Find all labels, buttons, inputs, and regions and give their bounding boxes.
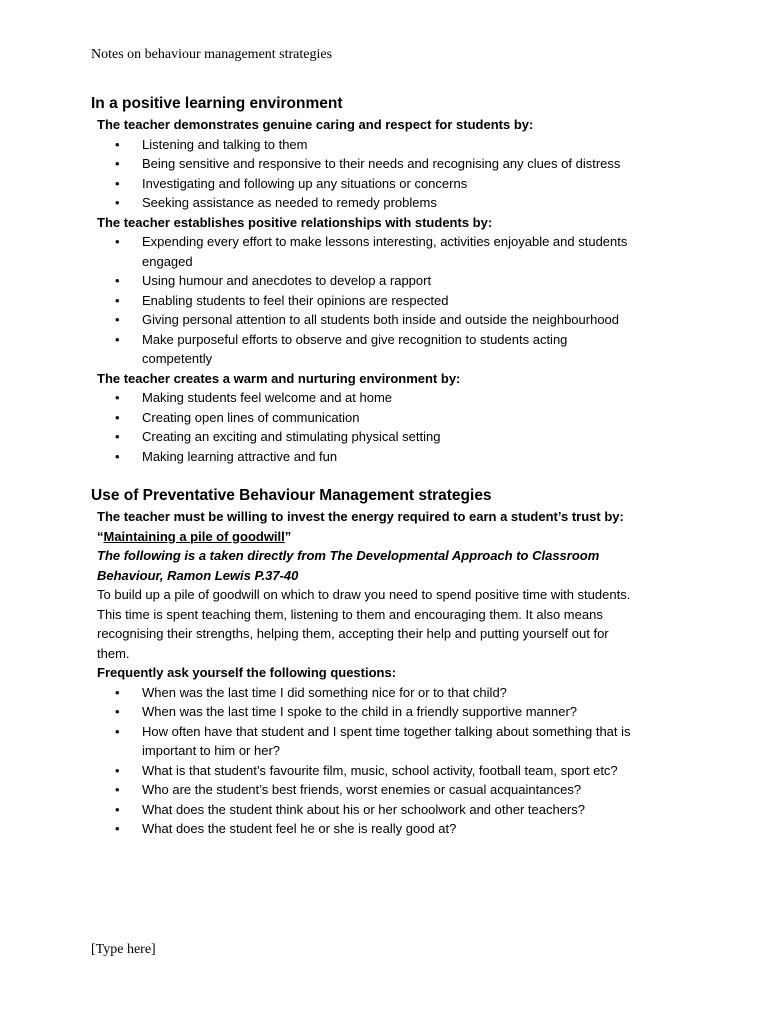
bullet-icon: • (115, 723, 120, 739)
quote-close: ” (284, 528, 292, 544)
bullet-icon: • (115, 234, 120, 249)
list-item (97, 154, 631, 174)
bullet-icon: • (115, 312, 120, 327)
group-lead: The teacher creates a warm and nurturing environment by: (97, 370, 461, 386)
bullet-icon: • (115, 448, 120, 464)
question-text: What is that student’s favourite film, music, school activity, football team, sport etc? (142, 762, 618, 778)
question-text: When was the last time I spoke to the child in a friendly supportive manner? (142, 704, 577, 719)
bullet-icon: • (115, 156, 120, 171)
list-item-text: Make purposeful efforts to observe and give recognition to students acting competently (142, 331, 568, 366)
list-item-text: Expending every effort to make lessons interesting, activities enjoyable and students engaged (142, 234, 628, 269)
question-item (97, 819, 631, 839)
list-item-text: Creating an exciting and stimulating physical setting (142, 429, 441, 444)
page-footer: [Type here] (91, 942, 156, 957)
list-item (97, 291, 631, 311)
bullet-icon: • (115, 195, 120, 210)
list-item (97, 330, 631, 369)
list-item (97, 310, 631, 330)
bullet-icon: • (115, 136, 120, 152)
question-item (97, 780, 631, 800)
question-text: Who are the student’s best friends, worst enemies or casual acquaintances? (142, 782, 582, 797)
question-text: What does the student feel he or she is really good at? (142, 821, 457, 836)
question-item (97, 761, 631, 781)
bullet-icon: • (115, 273, 120, 288)
group-lead: The teacher establishes positive relationships with students by: (97, 214, 493, 230)
list-item (97, 427, 631, 447)
bullet-icon: • (115, 782, 120, 797)
page-header: Notes on behaviour management strategies (91, 47, 333, 62)
list-item-text: Being sensitive and responsive to their needs and recognising any clues of distress (142, 156, 621, 171)
question-item (97, 702, 631, 722)
questions-lead: Frequently ask yourself the following questions: (97, 665, 397, 680)
section-heading: Use of Preventative Behaviour Management strategies (91, 487, 492, 504)
list-item-text: Listening and talking to them (142, 136, 308, 152)
bullet-icon: • (115, 331, 120, 347)
list-item-text: Seeking assistance as needed to remedy problems (142, 195, 437, 210)
bullet-icon: • (115, 409, 120, 425)
list-item-text: Using humour and anecdotes to develop a rapport (142, 273, 432, 288)
bullet-icon: • (115, 390, 120, 405)
bullet-list (97, 135, 631, 213)
list-item (97, 174, 631, 194)
list-item (97, 408, 631, 428)
section-groups (91, 115, 631, 466)
list-item-text: Making learning attractive and fun (142, 448, 338, 464)
question-item (97, 800, 631, 820)
list-item-text: Making students feel welcome and at home (142, 390, 393, 405)
quote-open: “ (97, 528, 104, 544)
question-text: When was the last time I did something nice for or to that child? (142, 684, 507, 700)
list-item-text: Investigating and following up any situations or concerns (142, 175, 468, 191)
bullet-icon: • (115, 292, 120, 308)
list-item (97, 388, 631, 408)
bullet-icon: • (115, 801, 120, 817)
bullet-icon: • (115, 175, 120, 191)
bullet-icon: • (115, 704, 120, 719)
list-item (97, 193, 631, 213)
list-item (97, 271, 631, 291)
list-item-text: Enabling students to feel their opinions are respected (142, 292, 449, 308)
source-citation: The following is a taken directly from The Developmental Approach to Classroom Behaviour, Ramon Lewis P.37-40 (97, 548, 600, 583)
list-item (97, 447, 631, 467)
list-item-text: Creating open lines of communication (142, 409, 360, 425)
section-preventative-strategies (91, 485, 631, 839)
bullet-list (97, 388, 631, 466)
questions-list (97, 683, 631, 839)
group-lead: The teacher demonstrates genuine caring and respect for students by: (97, 117, 534, 132)
goodwill-quote: Maintaining a pile of goodwill (103, 528, 285, 544)
bullet-icon: • (115, 821, 120, 836)
goodwill-paragraph: To build up a pile of goodwill on which to draw you need to spend positive time with students. This time is spent teaching them, listening to them and encouraging them. It also means recognising their strengths, helping them, accepting their help and putting yourself out for them. (97, 587, 631, 661)
list-item-text: Giving personal attention to all students both inside and outside the neighbourhood (142, 312, 620, 327)
bullet-list (97, 232, 631, 369)
section-heading: In a positive learning environment (91, 95, 343, 112)
document-body (91, 93, 631, 839)
intro-lead-text: The teacher must be willing to invest the energy required to earn a student’s trust by: (97, 509, 624, 524)
section-body (91, 507, 631, 839)
list-item (97, 135, 631, 155)
question-text: How often have that student and I spent time together talking about something that is important to him or her? (142, 723, 631, 758)
bullet-icon: • (115, 684, 120, 700)
question-item (97, 683, 631, 703)
question-item (97, 722, 631, 761)
intro-lead (97, 507, 631, 546)
bullet-icon: • (115, 429, 120, 444)
question-text: What does the student think about his or her schoolwork and other teachers? (142, 801, 585, 817)
list-item (97, 232, 631, 271)
bullet-icon: • (115, 762, 120, 778)
section-positive-learning (91, 93, 631, 466)
